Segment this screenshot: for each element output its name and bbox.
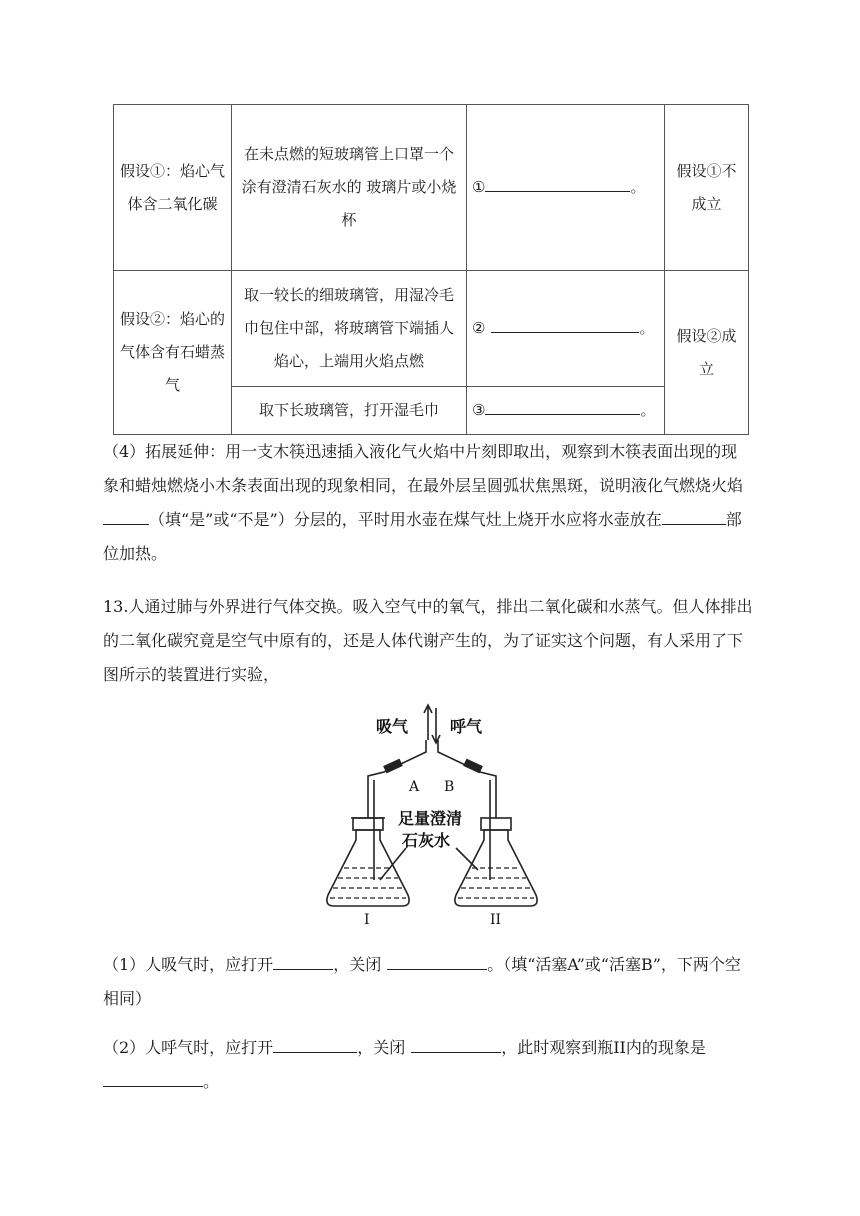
valve-b-label: B	[444, 779, 455, 795]
stopper-left-body	[353, 818, 383, 830]
conclusion-1-cell: 假设①不成立	[665, 105, 749, 271]
sub2-text-a: （2）人呼气时，应打开	[103, 1038, 274, 1057]
table-row	[114, 271, 749, 387]
liquid-label-line1: 足量澄清	[398, 809, 463, 828]
flask-1-label: I	[364, 912, 370, 928]
extension-text-3: 部位加热。	[103, 510, 742, 563]
exhale-arrow	[432, 708, 440, 743]
sub1-blank-1[interactable]	[273, 951, 333, 970]
breathing-apparatus-figure	[318, 700, 548, 928]
sub2-blank-1[interactable]	[273, 1034, 357, 1053]
answer-1-cell	[467, 105, 665, 271]
hypothesis-2-cell: 假设②：焰心的气体含有石蜡蒸气	[114, 271, 232, 435]
extension-blank-1[interactable]	[103, 506, 149, 525]
valve-b	[463, 759, 483, 774]
stopper-right-body	[481, 818, 511, 830]
sub1-text-b: ，关闭	[333, 955, 382, 974]
extension-blank-2[interactable]	[662, 506, 726, 525]
answer-blank-2[interactable]	[491, 316, 639, 333]
valve-a-label: A	[409, 779, 420, 795]
sub2-text-c: ，此时观察到瓶II内的现象是	[501, 1038, 706, 1057]
answer-2-cell	[467, 271, 665, 387]
inhale-label: 吸气	[376, 717, 409, 736]
experiment-table	[113, 104, 749, 435]
blank-label-1: ①	[472, 178, 486, 196]
sub1-text-c: 。（填“活塞A”或“活塞B”，下两个空相同）	[103, 955, 741, 1008]
leader-left	[380, 848, 406, 880]
flask-2-label: II	[490, 912, 502, 928]
valve-a	[383, 759, 403, 774]
method-1-cell: 在未点燃的短玻璃管上口罩一个涂有澄清石灰水的 玻璃片或小烧杯	[232, 105, 467, 271]
sub2-blank-3[interactable]	[103, 1068, 203, 1087]
extension-paragraph	[103, 435, 753, 571]
blank-label-3: ③	[472, 401, 486, 419]
method-2a-cell: 取一较长的细玻璃管，用湿冷毛巾包住中部，将玻璃管下端插人焰心，上端用火焰点燃	[232, 271, 467, 387]
extension-text-1: （4）拓展延伸：用一支木筷迅速插入液化气火焰中片刻即取出，观察到木筷表面出现的现象和蜡烛燃烧小木条表面出现的现象相同，在最外层呈圆弧状焦黑斑，说明液化气燃烧火焰	[103, 442, 744, 495]
hypothesis-1-cell: 假设①：焰心气体含二氧化碳	[114, 105, 232, 271]
inhale-arrow	[424, 705, 432, 740]
sub-question-2	[103, 1031, 753, 1099]
liquid-left	[330, 868, 406, 898]
table-row	[114, 105, 749, 271]
extension-text-2: （填“是”或“不是”）分层的，平时用水壶在煤气灶上烧开水应将水壶放在	[149, 510, 662, 529]
blank-end-1: 。	[630, 178, 646, 196]
conclusion-2-cell: 假设②成立	[665, 271, 749, 435]
sub1-blank-2[interactable]	[387, 951, 487, 970]
blank-end-2: 。	[639, 319, 655, 337]
blank-label-2: ②	[472, 319, 486, 337]
answer-blank-3[interactable]	[485, 398, 640, 415]
answer-blank-1[interactable]	[485, 175, 630, 192]
method-2b-cell: 取下长玻璃管，打开湿毛巾	[232, 387, 467, 435]
sub-question-1	[103, 948, 753, 1016]
question-13-intro: 13.人通过肺与外界进行气体交换。吸入空气中的氧气，排出二氧化碳和水蒸气。但人体排出的二氧化碳究竟是空气中原有的，还是人体代谢产生的，为了证实这个问题，有人采用了下图所示的装置进行实验，	[103, 597, 753, 684]
sub2-blank-2[interactable]	[411, 1034, 501, 1053]
sub1-text-a: （1）人吸气时，应打开	[103, 955, 274, 974]
exhale-label: 呼气	[450, 717, 483, 736]
liquid-right	[458, 868, 534, 898]
sub2-text-d: 。	[203, 1072, 220, 1091]
blank-end-3: 。	[640, 401, 656, 419]
liquid-label-line2: 石灰水	[402, 831, 451, 850]
sub2-text-b: ，关闭	[357, 1038, 406, 1057]
answer-3-cell	[467, 387, 665, 435]
